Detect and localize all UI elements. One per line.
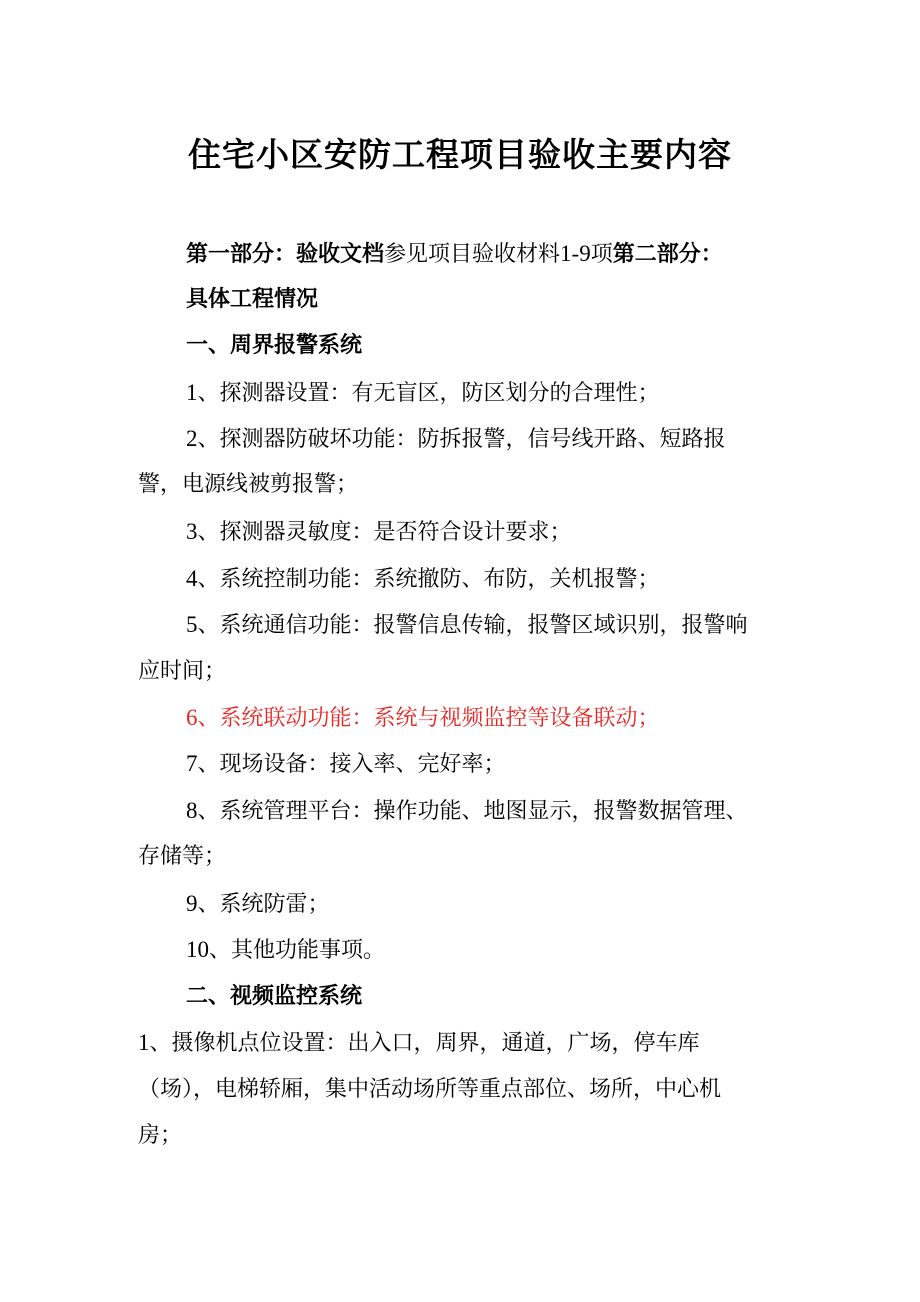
list-item-continuation: （场），电梯轿厢，集中活动场所等重点部位、场所，中心机 xyxy=(138,1077,722,1102)
list-item xyxy=(186,561,660,598)
list-item xyxy=(186,421,726,458)
item-number: 6 xyxy=(186,705,198,730)
list-item-continuation: 房； xyxy=(138,1123,183,1148)
list-item-continuation: 应时间； xyxy=(138,659,227,684)
document-title: 住宅小区安防工程项目验收主要内容 xyxy=(188,135,732,174)
part1-label: 第一部分： xyxy=(186,242,297,267)
list-item xyxy=(138,1025,700,1062)
part2-label: 第二部分： xyxy=(612,242,723,267)
list-item xyxy=(186,932,385,969)
item-text: 、系统管理平台：操作功能、地图显示，报警数据管理、 xyxy=(197,799,748,824)
list-item xyxy=(186,886,330,923)
item-number: 10 xyxy=(186,937,209,962)
item-text: 、现场设备：接入率、完好率； xyxy=(197,752,506,777)
item-text: 、其他功能事项。 xyxy=(209,938,386,963)
list-item xyxy=(186,375,660,412)
part1-doc-label: 验收文档 xyxy=(296,242,385,267)
item-text: 、系统控制功能：系统撤防、布防，关机报警； xyxy=(197,567,660,592)
item-text: 、探测器灵敏度：是否符合设计要求； xyxy=(197,520,572,545)
part2-title: 具体工程情况 xyxy=(186,287,319,312)
item-text: 、摄像机点位设置：出入口，周界，通道，广场，停车库 xyxy=(149,1031,700,1056)
item-text: 、系统通信功能：报警信息传输，报警区域识别，报警响 xyxy=(197,613,748,638)
section2-heading: 二、视频监控系统 xyxy=(186,984,363,1009)
item-number: 9 xyxy=(186,891,198,916)
list-item xyxy=(186,514,572,551)
item-number: 1 xyxy=(138,1030,150,1055)
item-number: 3 xyxy=(186,519,198,544)
list-item-continuation: 警，电源线被剪报警； xyxy=(138,472,359,497)
list-item xyxy=(186,607,748,644)
item-text: 、探测器防破坏功能：防拆报警，信号线开路、短路报 xyxy=(197,427,726,452)
list-item-highlighted xyxy=(186,700,660,737)
list-item-continuation: 存储等； xyxy=(138,844,227,869)
item-number: 8 xyxy=(186,798,198,823)
item-number: 1 xyxy=(186,380,198,405)
item-number: 2 xyxy=(186,426,198,451)
list-item xyxy=(186,746,506,783)
item-number: 4 xyxy=(186,566,198,591)
item-number: 7 xyxy=(186,751,198,776)
item-text: 、系统联动功能：系统与视频监控等设备联动； xyxy=(197,706,660,731)
part1-reference-text: 参见项目验收材料 xyxy=(384,242,561,267)
item-number: 5 xyxy=(186,612,198,637)
part1-reference-range: 1-9 xyxy=(560,241,591,266)
list-item xyxy=(186,793,748,830)
part1-reference-suffix: 项 xyxy=(590,242,613,267)
item-text: 、系统防雷； xyxy=(197,892,330,917)
parts-line xyxy=(186,236,723,273)
item-text: 、探测器设置：有无盲区，防区划分的合理性； xyxy=(197,381,660,406)
section1-heading: 一、周界报警系统 xyxy=(186,333,363,358)
